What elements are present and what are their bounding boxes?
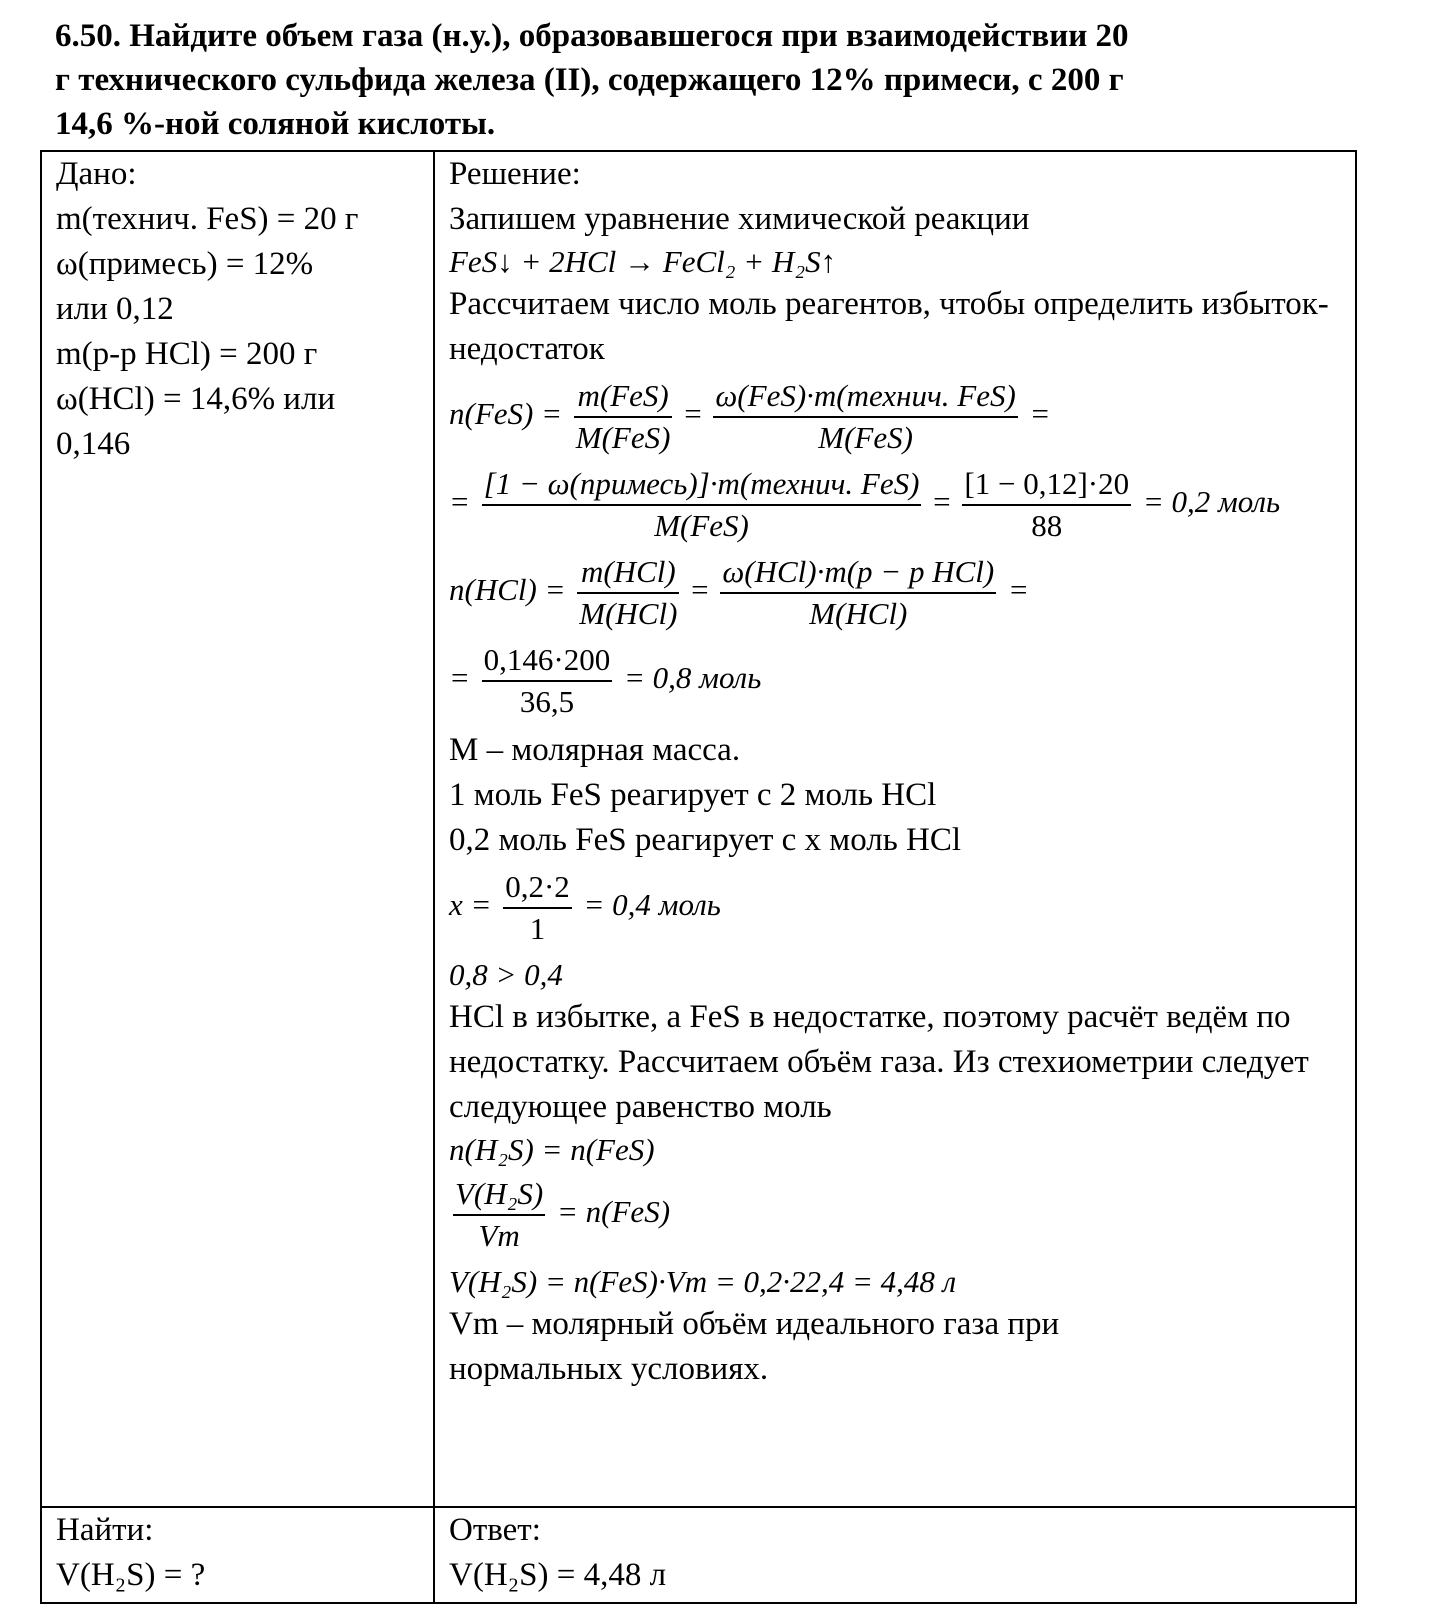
eq-tail: = [1029,396,1051,432]
equation-n-fes: n(FeS) = $\frac{\text{m(FeS)}}{\text{M(FeS)}}$ = $\frac{\text{ω(FeS)·m(технич. FeS)}}{\text{M(FeS)}}$ = [449,376,1355,458]
answer-value: V(H₂S) = 4,48 л [449,1557,667,1593]
fraction-denominator: M(HCl) [579,596,678,631]
equation-n-hcl: n(HCl) = $\frac{\text{m(HCl)}}{\text{M(HCl)}}$ = $\frac{\text{ω(HCl)·m(р − р HCl)}}{\text{M(HCl)}}$ = [449,552,1355,634]
solution-table [40,150,1357,1604]
find-cell [41,1507,434,1603]
molar-mass-note: M – молярная масса. [449,732,741,768]
excess-text: HCl в избытке, а FeS в недостатке, поэтому расчёт ведём по недостатку. Рассчитаем объём газа. Из стехиометрии следует следующее равенство моль [449,999,1309,1125]
equation-n-fes-calc: = $\frac{\text{[1 − ω(примесь)]·m(технич. FeS)}}{\text{M(FeS)}}$ = $\frac{[1 - 0,12]\cdot 20}{88}$ = 0,2 моль [449,464,1355,546]
eq-lead: = [449,484,470,520]
equation-x [449,867,1355,949]
ratio-line: 1 моль FeS реагирует с 2 моль HCl [449,777,937,813]
given-cell [41,151,434,1507]
eq-result: = 0,4 моль [583,887,721,923]
fraction-numerator: m(HCl) [577,552,679,594]
find-header: Найти: [56,1512,154,1548]
answer-header: Ответ: [449,1512,541,1548]
fraction-numerator: ω(FeS)·m(технич. FeS) [713,376,1017,418]
fraction-denominator: 88 [1031,508,1063,543]
vm-note: Vm – молярный объём идеального газа при [449,1306,1060,1342]
find-value: V(H₂S) = ? [56,1557,206,1593]
reaction-equation: FeS↓ + 2HCl → FeCl₂ + H₂S↑ [449,244,837,279]
fraction [453,1174,545,1256]
fraction-denominator: M(FeS) [575,420,671,455]
equation-volume-ratio [449,1174,1355,1256]
fraction [713,376,1017,458]
vm-note: нормальных условиях. [449,1351,769,1387]
solution-cell [434,151,1356,1507]
fraction-denominator: Vm [478,1218,520,1253]
fraction-numerator: m(FeS) [574,376,673,418]
eq-lhs: n(FeS) = [449,396,563,432]
eq-lhs: x = [449,887,492,923]
solution-header: Решение: [449,156,581,192]
fraction-numerator: 0,146·200 [482,640,613,682]
given-line: m(р-р HCl) = 200 г [56,336,318,372]
eq-lhs: n(HCl) = [449,572,566,608]
eq-result: = 0,2 моль [1142,484,1281,520]
fraction [482,464,922,546]
fraction [503,867,572,949]
fraction [962,464,1131,546]
given-line: ω(HCl) = 14,6% или [56,381,336,417]
given-line: m(технич. FeS) = 20 г [56,201,359,237]
fraction-numerator: [1 − ω(примесь)]·m(технич. FeS) [482,464,922,506]
eq-result: = 0,8 моль [624,660,762,696]
given-line: или 0,12 [56,291,174,327]
problem-title-line: 14,6 %-ной соляной кислоты. [55,106,496,142]
eq-rhs: = n(FeS) [557,1194,671,1230]
fraction-numerator: [1 − 0,12]·20 [962,464,1131,506]
fraction-denominator: 1 [529,911,546,946]
fraction [482,640,613,722]
fraction-denominator: M(FeS) [654,508,749,543]
given-line: ω(примесь) = 12% [56,246,314,282]
reaction-intro: Запишем уравнение химической реакции [449,201,1030,237]
fraction [574,376,673,458]
eq-tail: = [1007,572,1029,608]
fraction-numerator: ω(HCl)·m(р − р HCl) [720,552,996,594]
fraction-numerator: V(H₂S) [453,1174,545,1216]
equation-n-hcl-calc [449,640,1355,722]
fraction-denominator: M(HCl) [809,596,908,631]
fraction-denominator: 36,5 [519,684,575,719]
given-line: 0,146 [56,426,131,462]
given-header: Дано: [56,156,137,192]
problem-title-line: г технического сульфида железа (II), содержащего 12% примеси, с 200 г [55,62,1124,98]
problem-title-line: 6.50. Найдите объем газа (н.у.), образовавшегося при взаимодействии 20 [55,18,1129,54]
comparison: 0,8 > 0,4 [449,957,563,992]
fraction [577,552,679,634]
ratio-line: 0,2 моль FeS реагирует с x моль HCl [449,822,962,858]
eq-lead: = [449,660,470,696]
equation-moles-equal: n(H₂S) = n(FeS) [449,1132,655,1167]
problem-title [55,14,1355,146]
equation-volume: V(H₂S) = n(FeS)·Vm = 0,2·22,4 = 4,48 л [449,1264,957,1299]
fraction-denominator: M(FeS) [818,420,913,455]
fraction [720,552,996,634]
answer-cell [434,1507,1356,1603]
fraction-numerator: 0,2·2 [503,867,572,909]
moles-text: Рассчитаем число моль реагентов, чтобы определить избыток-недостаток [449,286,1329,367]
